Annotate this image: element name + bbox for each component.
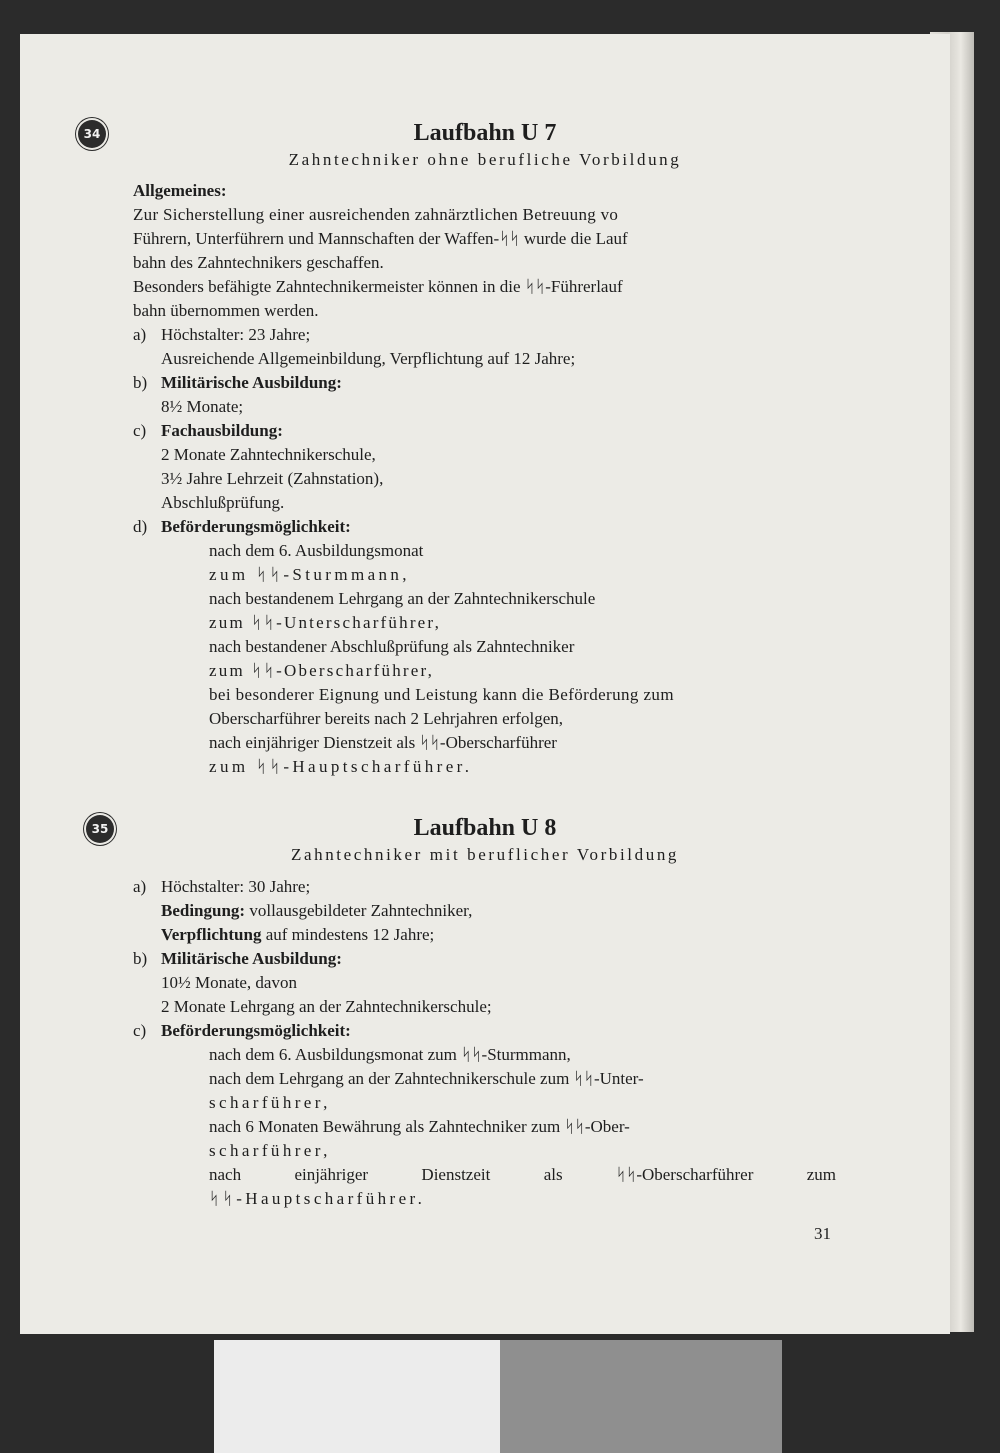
- item-label: c): [133, 421, 147, 440]
- item-heading: Höchstalter: 23 Jahre;: [161, 325, 311, 344]
- item-line: nach dem 6. Ausbildungsmonat: [209, 541, 424, 560]
- item-label: d): [133, 517, 148, 536]
- item-line: scharführer,: [209, 1093, 331, 1112]
- item-heading: Höchstalter: 30 Jahre;: [161, 877, 311, 896]
- item-line: 8½ Monate;: [161, 397, 244, 416]
- general-line: bahn des Zahntechnikers geschaffen.: [133, 253, 384, 272]
- list-item: [133, 1019, 351, 1043]
- item-label: b): [133, 949, 148, 968]
- item-line: 2 Monate Lehrgang an der Zahntechnikerschule;: [161, 997, 492, 1016]
- word: Dienstzeit: [421, 1165, 491, 1184]
- list-item: [133, 515, 351, 539]
- item-line: nach bestandenem Lehrgang an der Zahntechnikerschule: [209, 589, 596, 608]
- item-label: c): [133, 1021, 147, 1040]
- item-line: Oberscharführer bereits nach 2 Lehrjahren erfolgen,: [209, 709, 563, 728]
- condition-text: vollausgebildeter Zahntechniker,: [245, 901, 473, 920]
- section-title: Laufbahn U 7: [413, 120, 557, 146]
- item-line: nach 6 Monaten Bewährung als Zahntechniker zum ᛋᛋ-Ober-: [209, 1117, 630, 1136]
- page-number: 31: [814, 1224, 831, 1243]
- item-line: zum ᛋᛋ-Unterscharführer,: [209, 613, 442, 632]
- item-line: zum ᛋᛋ-Oberscharführer,: [209, 661, 435, 680]
- word: zum: [806, 1165, 836, 1184]
- item-line: Ausreichende Allgemeinbildung, Verpflichtung auf 12 Jahre;: [161, 349, 576, 368]
- book-page: [20, 34, 950, 1334]
- item-line: 3½ Jahre Lehrzeit (Zahnstation),: [161, 469, 384, 488]
- word: nach: [209, 1165, 242, 1184]
- list-item: [133, 371, 342, 395]
- item-line: 10½ Monate, davon: [161, 973, 297, 992]
- section-subtitle: Zahntechniker ohne berufliche Vorbildung: [288, 150, 682, 169]
- list-item: [133, 947, 342, 971]
- item-heading: Beförderungsmöglichkeit:: [161, 1021, 351, 1040]
- general-line: Zur Sicherstellung einer ausreichenden zahnärztlichen Betreuung vo: [133, 205, 619, 224]
- item-label: b): [133, 373, 148, 392]
- general-line: Besonders befähigte Zahntechnikermeister können in die ᛋᛋ-Führerlauf: [133, 277, 623, 296]
- item-line: bei besonderer Eignung und Leistung kann die Beförderung zum: [209, 685, 674, 704]
- scan-background-strip: [500, 1340, 782, 1453]
- obligation-text: auf mindestens 12 Jahre;: [261, 925, 435, 944]
- word: als: [543, 1165, 563, 1184]
- list-item: [133, 875, 310, 899]
- item-line: 2 Monate Zahntechnikerschule,: [161, 445, 376, 464]
- item-line: Abschlußprüfung.: [161, 493, 285, 512]
- item-heading: Beförderungsmöglichkeit:: [161, 517, 351, 536]
- section-title: Laufbahn U 8: [413, 815, 557, 841]
- item-line: [161, 899, 472, 923]
- section-number-badge: 34: [78, 120, 106, 148]
- general-heading: Allgemeines:: [133, 181, 227, 200]
- word: einjähriger: [294, 1165, 369, 1184]
- item-line: [161, 923, 434, 947]
- section-number-badge: 35: [86, 815, 114, 843]
- justified-line: [209, 1163, 836, 1187]
- item-heading: Militärische Ausbildung:: [161, 373, 342, 392]
- item-line: zum ᛋᛋ-Hauptscharführer.: [209, 757, 473, 776]
- item-line: nach einjähriger Dienstzeit als ᛋᛋ-Oberscharführer: [209, 733, 557, 752]
- word: ᛋᛋ-Oberscharführer: [615, 1165, 754, 1184]
- item-label: a): [133, 877, 147, 896]
- item-heading: Fachausbildung:: [161, 421, 283, 440]
- item-line: nach dem Lehrgang an der Zahntechnikerschule zum ᛋᛋ-Unter-: [209, 1069, 644, 1088]
- item-line: zum ᛋᛋ-Sturmmann,: [209, 565, 410, 584]
- item-heading: Militärische Ausbildung:: [161, 949, 342, 968]
- list-item: [133, 323, 310, 347]
- item-line: nach bestandener Abschlußprüfung als Zahntechniker: [209, 637, 575, 656]
- list-item: [133, 419, 283, 443]
- item-line: scharführer,: [209, 1141, 331, 1160]
- section-subtitle: Zahntechniker mit beruflicher Vorbildung: [290, 845, 680, 864]
- scan-background-strip: [214, 1340, 500, 1453]
- item-label: a): [133, 325, 147, 344]
- obligation-label: Verpflichtung: [161, 925, 262, 944]
- general-line: bahn übernommen werden.: [133, 301, 319, 320]
- condition-label: Bedingung:: [161, 901, 246, 920]
- general-line: Führern, Unterführern und Mannschaften der Waffen-ᛋᛋ wurde die Lauf: [133, 229, 628, 248]
- item-line: nach dem 6. Ausbildungsmonat zum ᛋᛋ-Sturmmann,: [209, 1045, 571, 1064]
- item-line: ᛋᛋ-Hauptscharführer.: [209, 1189, 426, 1208]
